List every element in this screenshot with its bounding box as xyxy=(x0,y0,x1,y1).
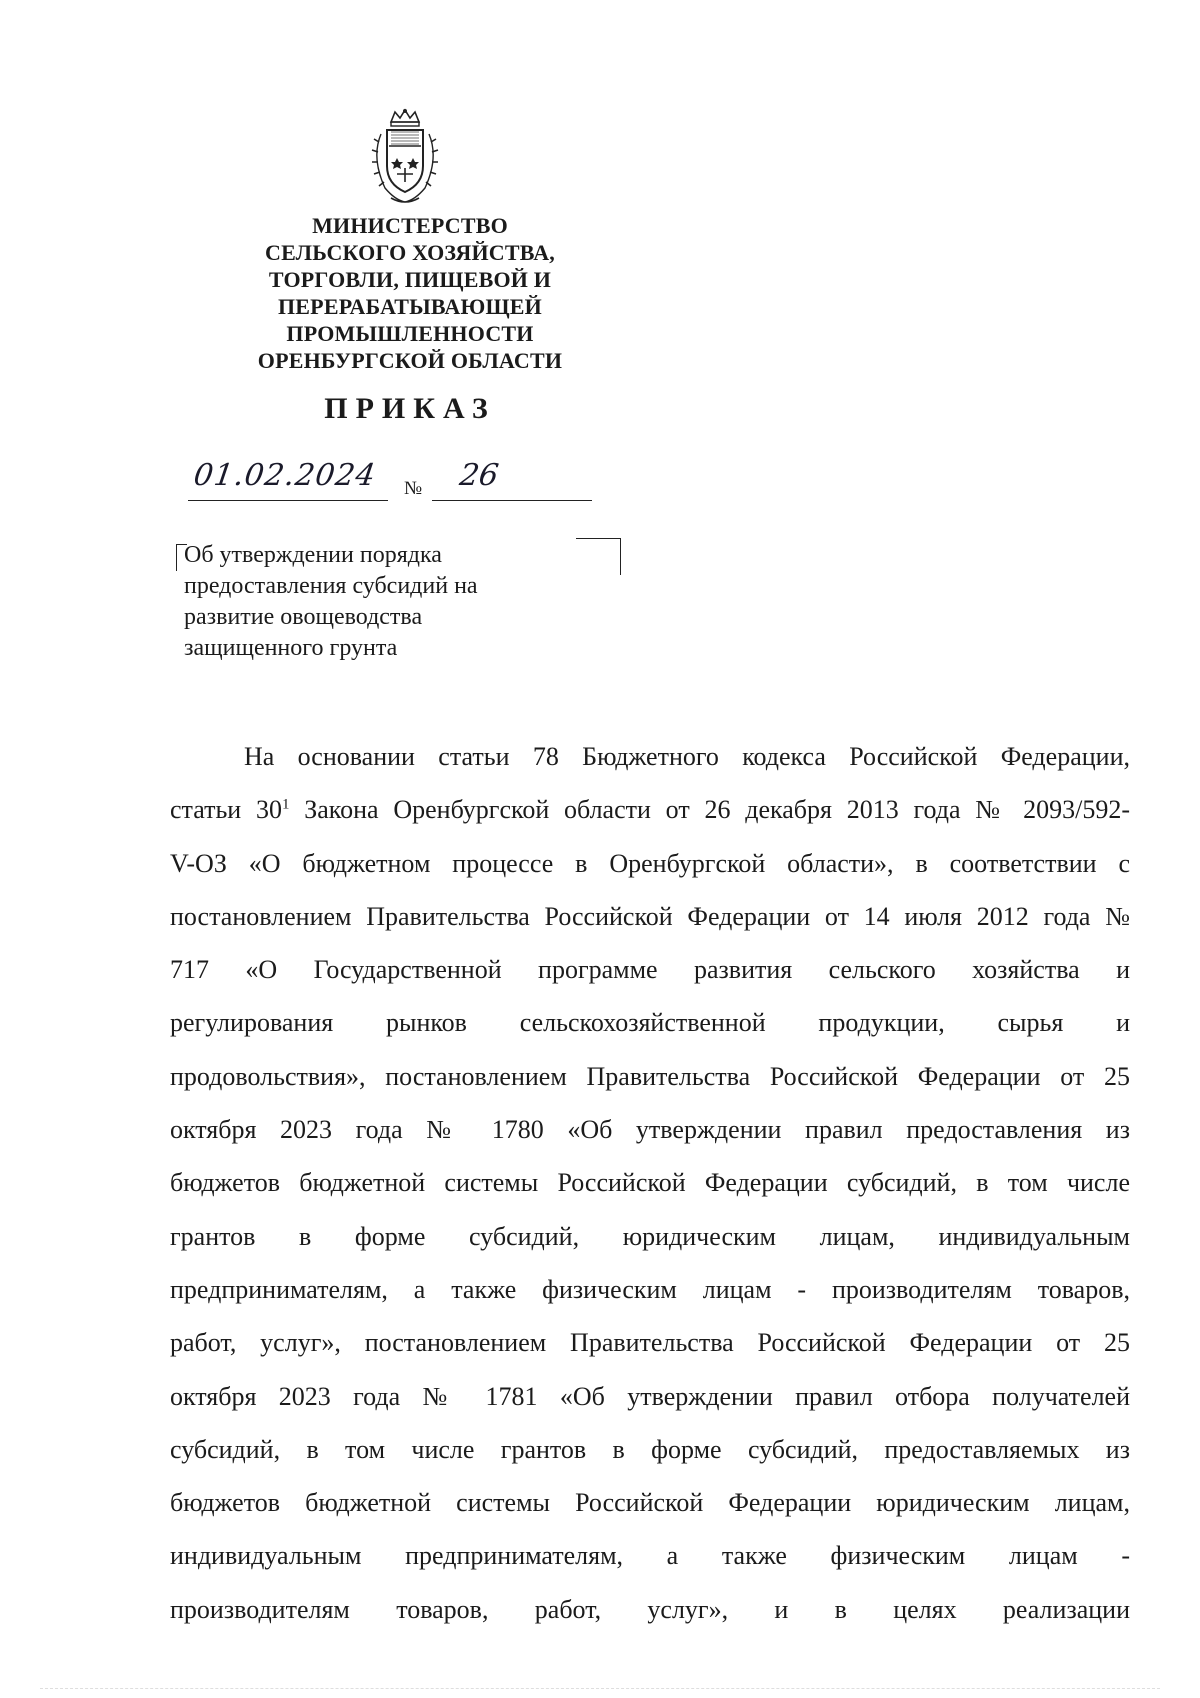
ministry-line: ПЕРЕРАБАТЫВАЮЩЕЙ xyxy=(278,294,542,319)
ministry-line: СЕЛЬСКОГО ХОЗЯЙСТВА, xyxy=(264,240,556,265)
subject-line: защищенного грунта xyxy=(184,635,398,661)
document-type-title: ПРИКАЗ xyxy=(324,392,496,425)
order-number: 26 xyxy=(457,458,501,493)
ministry-line: МИНИСТЕРСТВО xyxy=(312,213,508,238)
body-line: предпринимателям, а также физическим лицам - производителям товаров, xyxy=(170,1274,1130,1304)
body-line: производителям товаров, работ, услуг», и в целях реализации xyxy=(170,1594,1130,1624)
body-line: бюджетов бюджетной системы Российской Федерации субсидий, в том числе xyxy=(170,1168,1130,1198)
body-line: октября 2023 года № 1780 «Об утверждении правил предоставления из xyxy=(170,1115,1130,1145)
body-line: работ, услуг», постановлением Правительства Российской Федерации от 25 xyxy=(170,1328,1130,1358)
body-line: бюджетов бюджетной системы Российской Федерации юридическим лицам, xyxy=(170,1488,1130,1518)
subject-line: развитие овощеводства xyxy=(184,604,423,630)
ministry-line: ПРОМЫШЛЕННОСТИ xyxy=(286,321,534,346)
order-date: 01.02.2024 xyxy=(191,458,379,493)
number-sign: № xyxy=(404,478,423,499)
body-line: индивидуальным предпринимателям, а также физическим лицам - xyxy=(170,1541,1130,1571)
number-underline xyxy=(432,500,592,501)
subject-bracket-left xyxy=(176,544,187,571)
body-line: постановлением Правительства Российской Федерации от 14 июля 2012 года № xyxy=(170,901,1130,931)
date-underline xyxy=(188,500,388,501)
ministry-line: ОРЕНБУРГСКОЙ ОБЛАСТИ xyxy=(257,348,563,373)
scan-edge-divider xyxy=(40,1688,1160,1689)
ministry-line: ТОРГОВЛИ, ПИЩЕВОЙ И xyxy=(268,267,552,292)
order-body xyxy=(170,730,1130,1636)
body-line: субсидий, в том числе грантов в форме субсидий, предоставляемых из xyxy=(170,1434,1130,1464)
subject-line: Об утверждении порядка xyxy=(184,542,442,568)
footnote-superscript: 1 xyxy=(281,796,290,813)
coat-of-arms-icon xyxy=(355,108,455,208)
order-subject xyxy=(184,540,624,664)
body-line xyxy=(170,783,1130,836)
body-line: грантов в форме субсидий, юридическим лицам, индивидуальным xyxy=(170,1221,1130,1251)
body-line: V-ОЗ «О бюджетном процессе в Оренбургской области», в соответствии с xyxy=(170,848,1130,878)
body-line: продовольствия», постановлением Правительства Российской Федерации от 25 xyxy=(170,1061,1130,1091)
subject-line: предоставления субсидий на xyxy=(184,573,478,599)
body-line: регулирования рынков сельскохозяйственной продукции, сырья и xyxy=(170,1008,1130,1038)
body-line-part: Закона Оренбургской области от 26 декабря 2013 года № 2093/592- xyxy=(289,795,1130,825)
body-line: октября 2023 года № 1781 «Об утверждении правил отбора получателей xyxy=(170,1381,1130,1411)
body-line: На основании статьи 78 Бюджетного кодекса Российской Федерации, xyxy=(244,742,1130,771)
date-number-row xyxy=(188,458,608,504)
body-line: 717 «О Государственной программе развития сельского хозяйства и xyxy=(170,955,1130,985)
body-line-part: статьи 30 xyxy=(170,795,282,825)
ministry-name xyxy=(210,212,610,374)
subject-bracket-right xyxy=(576,538,621,575)
